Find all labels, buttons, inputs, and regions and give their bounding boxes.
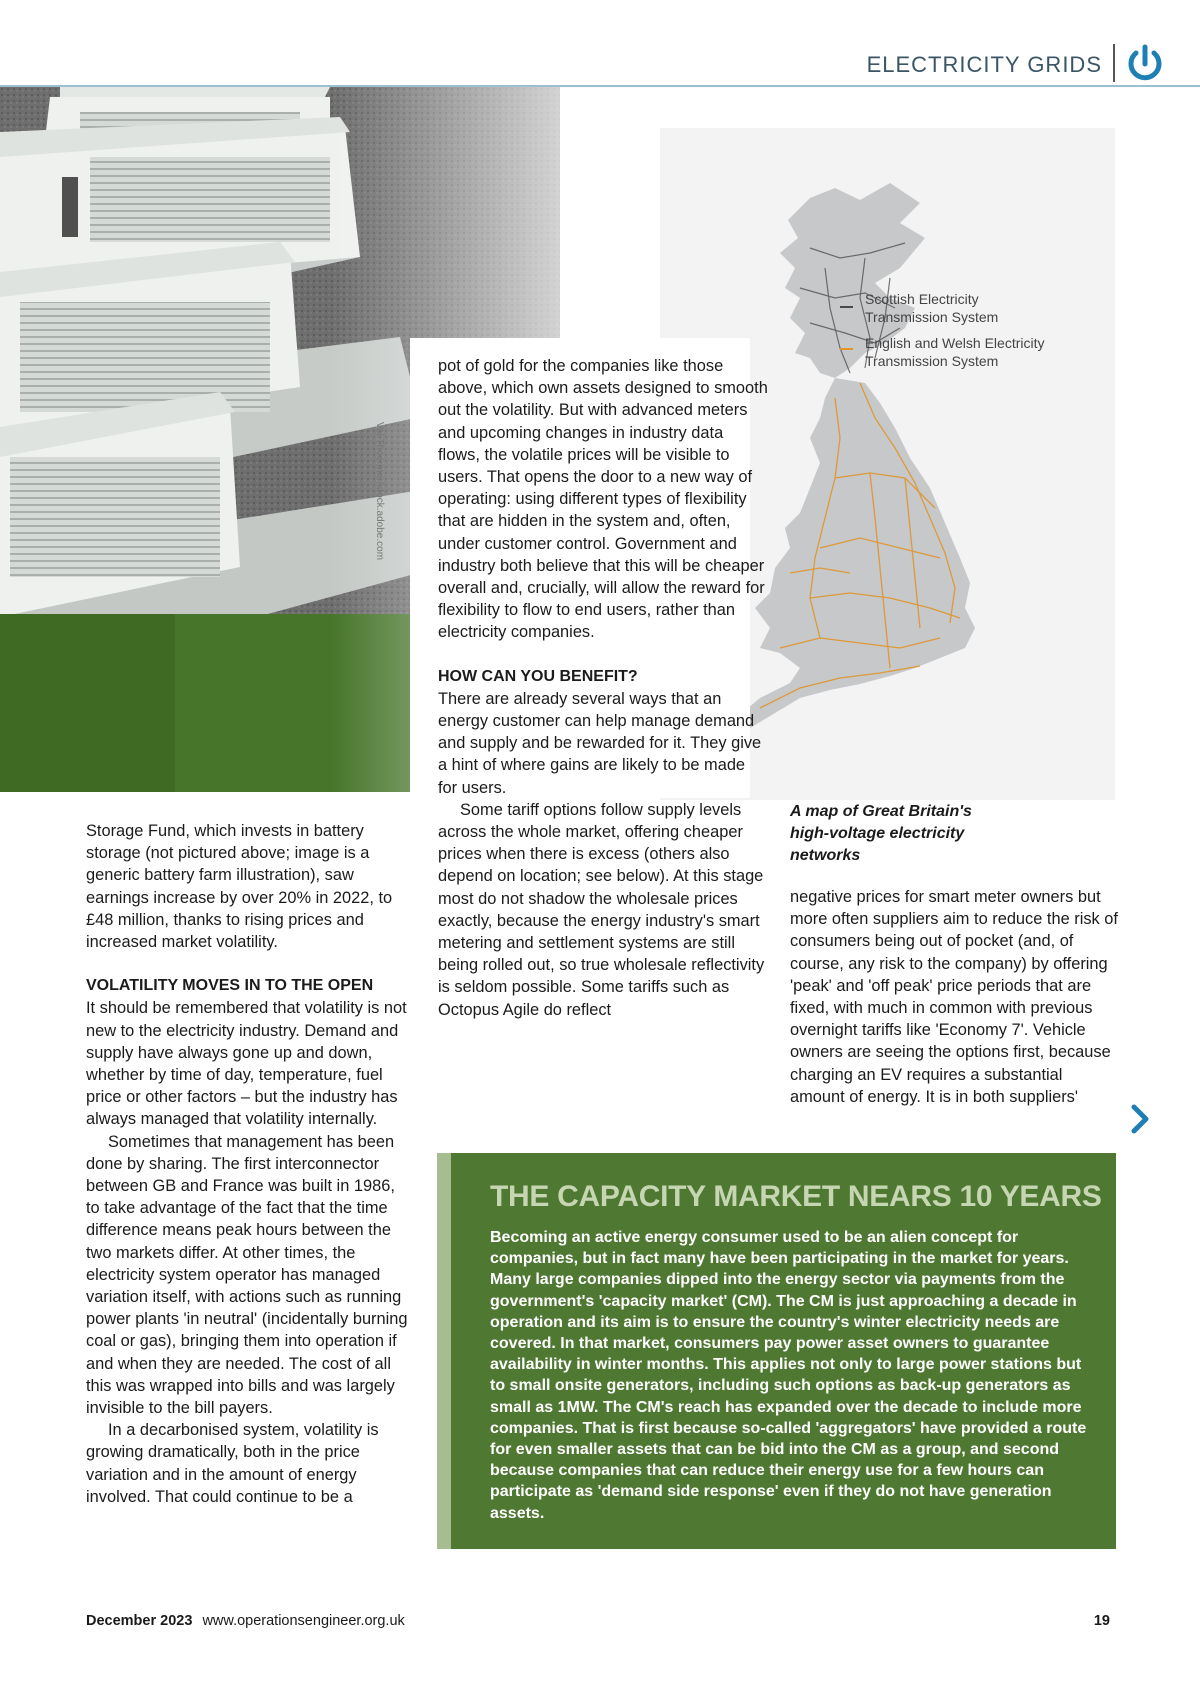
legend-label-scottish-1: Scottish Electricity — [865, 291, 979, 307]
middle-paragraph-2: There are already several ways that an energy customer can help manage demand and supply and be rewarded for it. They give a hint of where gains are likely to be made for users. — [438, 689, 762, 797]
photo-credit: Val Thoermer/stock.adobe.com — [374, 422, 385, 561]
chevron-right-icon[interactable] — [1128, 1103, 1152, 1135]
footer-date: December 2023 — [86, 1613, 193, 1629]
footer — [86, 1613, 405, 1629]
legend-label-english-welsh-2: Transmission System — [865, 353, 999, 369]
boxout-body: Becoming an active energy consumer used to be an alien concept for companies, but in fact many have been participating in the market for years. Many large companies dipped into the energy sector via payments from the government's 'capacity market' (CM). The CM is just approaching a decade in operation and its aim is to ensure the country's winter electricity needs are covered. In that market, consumers pay power asset owners to guarantee availability in winter months. This applies not only to large power stations but to small onsite generators, including such options as back-up generators as small as 1MW. The CM's reach has expanded over the decade to include more companies. That is first because so-called 'aggregators' have provided a route for even smaller assets that can be bid into the CM as a group, and second because companies that can reduce their energy use for a few hours can participate as 'demand side response' even if they do not have generation assets. — [490, 1229, 1087, 1522]
left-paragraph-2: It should be remembered that volatility is not new to the electricity industry. Demand and supply have always gone up and down, whether by time of day, temperature, fuel price or other factors – but the industry has always managed that volatility internally. — [86, 999, 407, 1129]
middle-column — [438, 355, 768, 1021]
left-paragraph-1: Storage Fund, which invests in battery storage (not pictured above; image is a generic battery farm illustration), saw earnings increase by over 20% in 2022, to £48 million, thanks to rising prices and increased market volatility. — [86, 822, 393, 952]
legend-label-scottish-2: Transmission System — [865, 309, 999, 325]
right-paragraph-1: negative prices for smart meter owners but more often suppliers aim to reduce the risk of consumers being out of pocket (and, of course, any risk to the company) by offering 'peak' and 'off peak' price periods that are fixed, with much in common with previous overnight tariffs like 'Economy 7'. Vehicle owners are seeing the options first, because charging an EV requires a substantial amount of energy. It is in both suppliers' — [790, 888, 1118, 1106]
middle-paragraph-3: Some tariff options follow supply levels across the whole market, offering cheaper prices when there is excess (others also depend on location; see below). At this stage most do not shadow the wholesale prices exactly, because the energy industry's smart metering and settlement systems are still being rolled out, so true wholesale reflectivity is seldom possible. Some tariffs such as Octopus Agile do reflect — [438, 800, 765, 1019]
header-divider — [1113, 44, 1115, 82]
left-paragraph-4: In a decarbonised system, volatility is growing dramatically, both in the price variation and in the amount of energy involved. That could continue to be a — [86, 1421, 379, 1506]
subhead-volatility: VOLATILITY MOVES IN TO THE OPEN — [86, 977, 374, 995]
right-column — [790, 886, 1120, 1108]
boxout-title: THE CAPACITY MARKET NEARS 10 YEARS — [490, 1180, 1102, 1213]
power-icon — [1123, 42, 1167, 86]
middle-paragraph-1: pot of gold for the companies like those above, which own assets designed to smooth out the volatility. But with advanced meters and upcoming changes in industry data flows, the volatile prices will be visible to users. That opens the door to a new way of operating: using different types of flexibility that are hidden in the system and, often, under customer control. Government and industry both believe that this will be cheaper overall and, crucially, will allow the reward for flexibility to flow to end users, rather than electricity companies. — [438, 357, 768, 642]
left-paragraph-3: Sometimes that management has been done by sharing. The first interconnector between GB and France was built in 1986, to take advantage of the fact that the time difference means peak hours between the two markets differ. At other times, the electricity system operator has managed variation itself, with actions such as running power plants 'in neutral' (incidentally burning coal or gas), bringing them into operation if and when they are needed. The cost of all this was wrapped into bills and was largely invisible to the bill payers. — [86, 1132, 408, 1418]
legend-label-english-welsh-1: English and Welsh Electricity — [865, 335, 1045, 351]
boxout-accent-bar — [437, 1153, 451, 1549]
map-caption: A map of Great Britain's high-voltage electricity networks — [790, 803, 972, 864]
section-title: ELECTRICITY GRIDS — [866, 52, 1102, 77]
footer-url[interactable]: www.operationsengineer.org.uk — [202, 1613, 405, 1629]
left-column — [86, 820, 411, 1508]
subhead-how-can-you-benefit: HOW CAN YOU BENEFIT? — [438, 667, 638, 685]
page-number: 19 — [1093, 1613, 1110, 1629]
